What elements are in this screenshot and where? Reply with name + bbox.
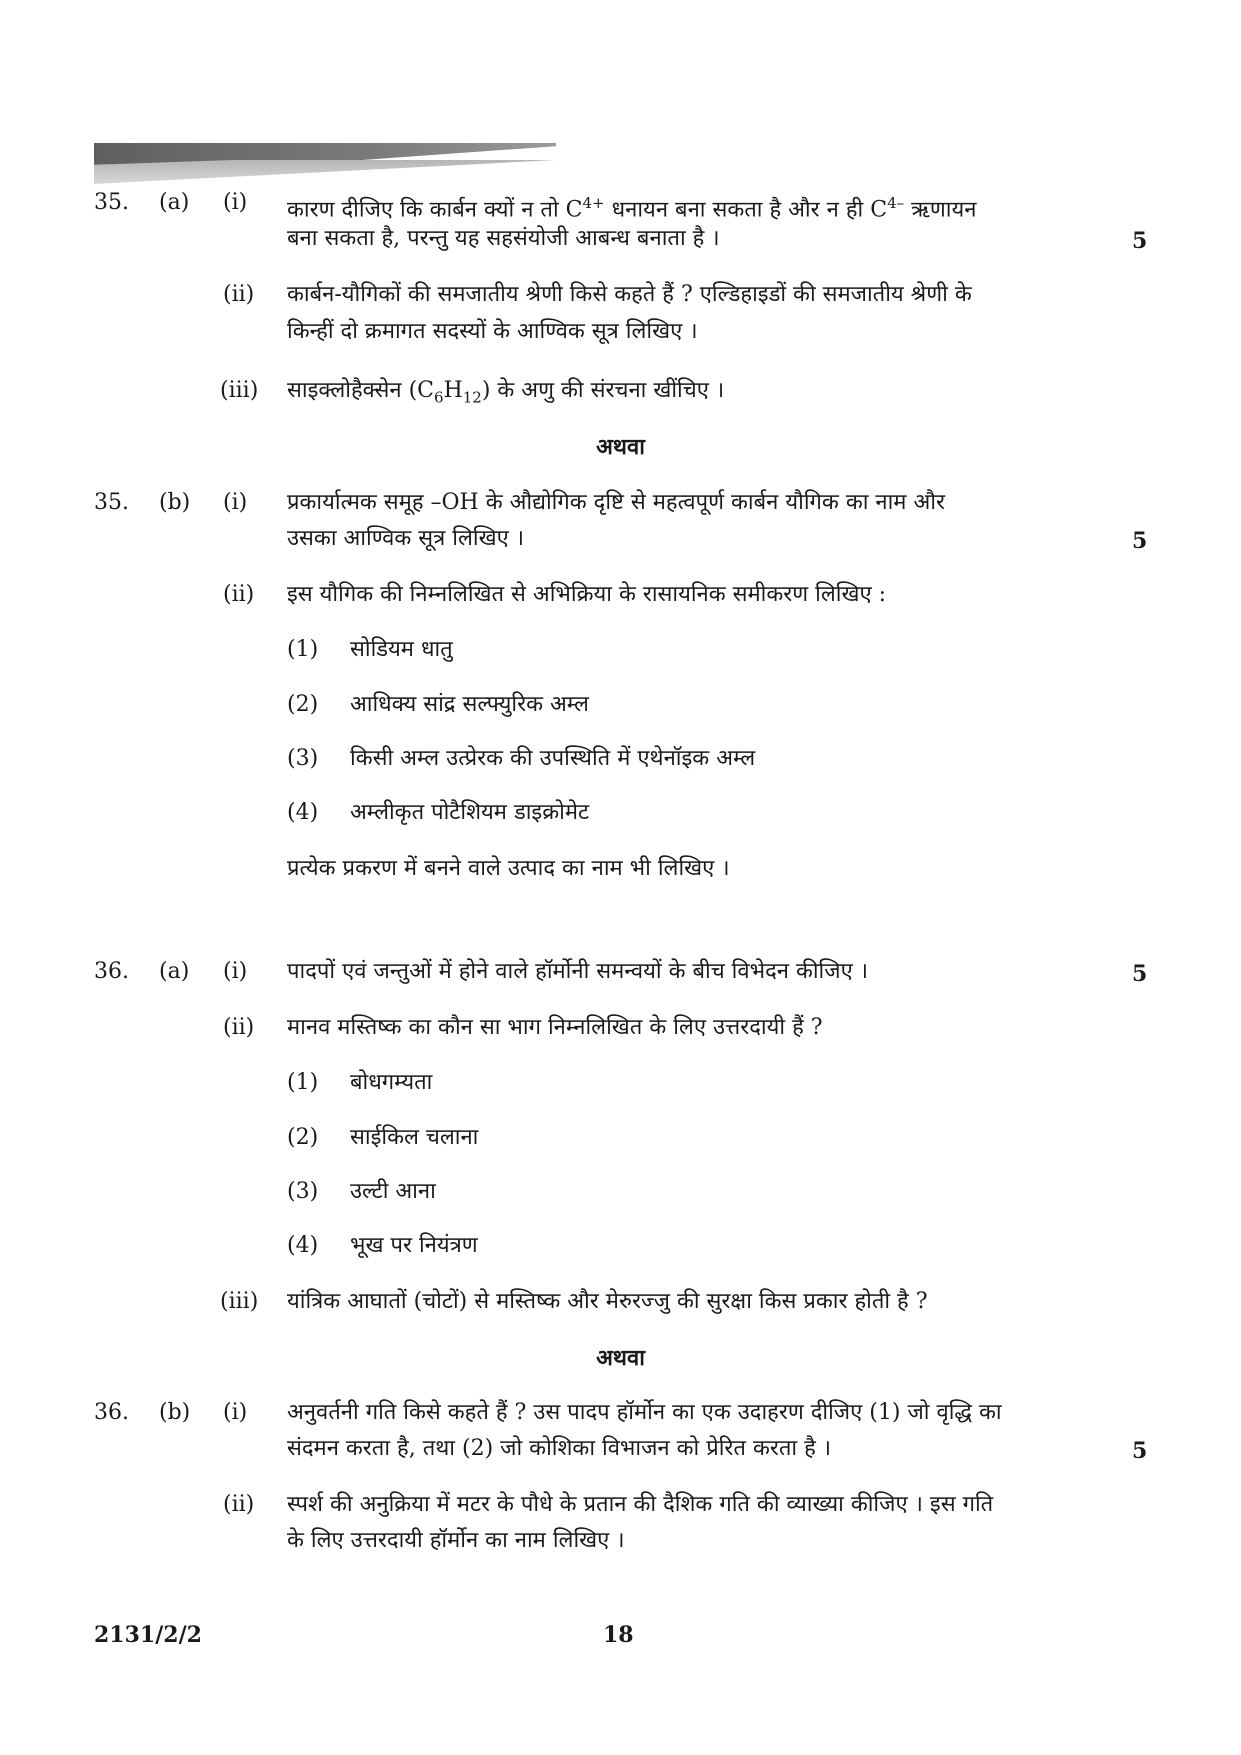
- question-text-line: उसका आण्विक सूत्र लिखिए ।: [287, 526, 525, 551]
- question-text-line: इस यौगिक की निम्नलिखित से अभिक्रिया के रासायनिक समीकरण लिखिए :: [287, 582, 887, 607]
- part-label: (a): [159, 959, 190, 984]
- marks: 5: [1132, 1438, 1148, 1464]
- subpart-label: (iii): [220, 378, 259, 403]
- subpart-label: (ii): [223, 582, 255, 607]
- list-item-number: (1): [287, 1070, 319, 1095]
- list-item-number: (3): [287, 746, 319, 771]
- page-number: 18: [603, 1622, 634, 1648]
- question-number: 35.: [94, 490, 129, 515]
- question-number: 36.: [94, 1400, 129, 1425]
- question-text-line: साइक्लोहैक्सेन $(C_6H_{12})$ के अणु की संरचना खींचिए ।: [287, 378, 725, 407]
- list-item-number: (2): [287, 692, 319, 717]
- marks: 5: [1132, 528, 1148, 554]
- question-text-line: कार्बन-यौगिकों की समजातीय श्रेणी किसे कहते हैं ? एल्डिहाइडों की समजातीय श्रेणी के: [287, 282, 972, 307]
- question-text-line: प्रत्येक प्रकरण में बनने वाले उत्पाद का नाम भी लिखिए ।: [287, 856, 730, 881]
- question-text-line: के लिए उत्तरदायी हॉर्मोन का नाम लिखिए ।: [287, 1528, 625, 1553]
- subpart-label: (iii): [220, 1289, 259, 1314]
- or-separator: अथवा: [596, 1345, 645, 1371]
- part-label: (b): [159, 1400, 191, 1425]
- subpart-label: (ii): [223, 1015, 255, 1040]
- subpart-label: (i): [223, 490, 248, 515]
- part-label: (a): [159, 190, 190, 215]
- subpart-label: (i): [223, 190, 248, 215]
- paper-code: 2131/2/2: [94, 1622, 202, 1648]
- marks: 5: [1132, 228, 1148, 254]
- list-item: आधिक्य सांद्र सल्फ्युरिक अम्ल: [350, 692, 589, 717]
- question-text-line: मानव मस्तिष्क का कौन सा भाग निम्नलिखित के लिए उत्तरदायी हैं ?: [287, 1015, 823, 1040]
- question-text-line: बना सकता है, परन्तु यह सहसंयोजी आबन्ध बनाता है ।: [287, 226, 720, 251]
- question-text-line: संदमन करता है, तथा (2) जो कोशिका विभाजन को प्रेरित करता है ।: [287, 1436, 832, 1461]
- subpart-label: (i): [223, 1400, 248, 1425]
- list-item: अम्लीकृत पोटैशियम डाइक्रोमेट: [350, 800, 590, 825]
- marks: 5: [1132, 961, 1148, 987]
- question-text-line: स्पर्श की अनुक्रिया में मटर के पौधे के प्रतान की दैशिक गति की व्याख्या कीजिए । इस गति: [287, 1492, 994, 1517]
- list-item-number: (4): [287, 1233, 319, 1258]
- subpart-label: (ii): [223, 282, 255, 307]
- or-separator: अथवा: [596, 434, 645, 460]
- question-text-line: कारण दीजिए कि कार्बन क्यों न तो $C^{4+}$ धनायन बना सकता है और न ही $C^{4-}$ ऋणायन: [287, 194, 977, 223]
- question-text-line: किन्हीं दो क्रमागत सदस्यों के आण्विक सूत्र लिखिए ।: [287, 319, 698, 344]
- question-number: 36.: [94, 959, 129, 984]
- list-item: बोधगम्यता: [350, 1070, 433, 1095]
- list-item: उल्टी आना: [350, 1179, 436, 1204]
- list-item: भूख पर नियंत्रण: [350, 1233, 478, 1258]
- question-number: 35.: [94, 190, 129, 215]
- question-text-line: यांत्रिक आघातों (चोटों) से मस्तिष्क और मेरुरज्जु की सुरक्षा किस प्रकार होती है ?: [287, 1289, 928, 1314]
- question-text-line: पादपों एवं जन्तुओं में होने वाले हॉर्मोनी समन्वयों के बीच विभेदन कीजिए ।: [287, 959, 869, 984]
- list-item: किसी अम्ल उत्प्रेरक की उपस्थिति में एथेनॉइक अम्ल: [350, 746, 756, 771]
- list-item-number: (2): [287, 1125, 319, 1150]
- list-item: सोडियम धातु: [350, 637, 453, 662]
- part-label: (b): [159, 490, 191, 515]
- question-text-line: प्रकार्यात्मक समूह –OH के औद्योगिक दृष्टि से महत्वपूर्ण कार्बन यौगिक का नाम और: [287, 490, 945, 515]
- list-item: साईकिल चलाना: [350, 1125, 479, 1150]
- header-decorative-bar-shadow: [94, 160, 556, 184]
- list-item-number: (1): [287, 637, 319, 662]
- subpart-label: (i): [223, 959, 248, 984]
- question-text-line: अनुवर्तनी गति किसे कहते हैं ? उस पादप हॉर्मोन का एक उदाहरण दीजिए (1) जो वृद्धि का: [287, 1400, 1002, 1425]
- subpart-label: (ii): [223, 1492, 255, 1517]
- list-item-number: (3): [287, 1179, 319, 1204]
- list-item-number: (4): [287, 800, 319, 825]
